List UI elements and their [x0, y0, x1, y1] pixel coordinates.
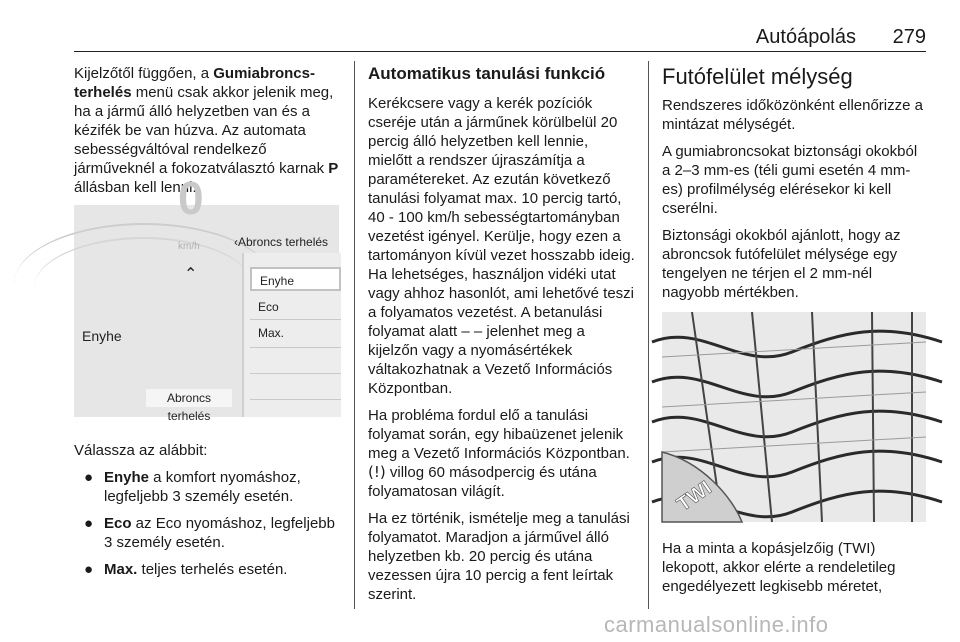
watermark: carmanualsonline.info: [604, 612, 829, 637]
list-item: ● Max. teljes terhelés esetén.: [84, 561, 288, 578]
paragraph: Ha a minta a kopásjelzőig (TWI) lekopott, akkor elérte a rendeletileg engedélyezett legkisebb méretet,: [662, 540, 896, 595]
display-footer: Abroncs terhelés: [146, 389, 232, 407]
choose-label: Válassza az alábbit:: [74, 442, 208, 459]
display-menu-item: Enyhe: [250, 267, 341, 291]
display-header: ‹Abroncs terhelés: [234, 235, 329, 249]
section-title: Autóápolás: [755, 26, 856, 48]
display-menu: [242, 253, 341, 417]
header-rule: [74, 51, 926, 52]
menu-name: Gumiabroncs-terhelés: [74, 65, 315, 101]
options-list: [74, 468, 339, 579]
display-selected-value: Enyhe: [82, 328, 122, 344]
bullet-icon: ●: [84, 469, 94, 486]
list-item: ● Enyhe a komfort nyomáshoz, legfeljebb 3 személy esetén.: [84, 469, 301, 505]
tyre-load-display-illustration: [74, 172, 339, 423]
paragraph: A gumiabroncsokat biztonsági okokból a 2–3 mm-es (téli gumi esetén 4 mm-es) profilmélység elérésekor ki kell cserélni.: [662, 143, 918, 217]
page-number: 279: [892, 26, 926, 48]
paragraph: Kerékcsere vagy a kerék pozíciók cseréje után a járműnek körülbelül 20 percig álló helyzetben kell lennie, mielőtt a rendszer újraszámítja a paramétereket. Az ezután következő tanulási folyamat max. 10 percig tartó, 40 - 100 km/h sebességtartományban vezetést igényel. Kerülje, hogy ezen a tartományon kívül vezet hosszabb ideig. Ha lehetséges, használjon vidéki utat vagy ahhoz hasonlót, ami lehetővé teszi a folyamatos vezetést. A betanulási folyamat alatt – – jelenhet meg a kijelzőn vagy a nyomásértékek váltakozhatnak a Vezető Információs Központban.: [368, 95, 635, 397]
paragraph: Rendszeres időközönként ellenőrizze a mintázat mélységét.: [662, 97, 923, 133]
tyre-tread-illustration: [662, 312, 926, 522]
tread-depth-heading: Futófelület mélység: [662, 64, 853, 89]
bullet-icon: ●: [84, 561, 94, 578]
paragraph: Ha ez történik, ismételje meg a tanulási folyamatot. Maradjon a járművel álló helyzetben kb. 20 percig és utána vezessen újra 10 percig a fent leírtak szerint.: [368, 510, 630, 603]
chevron-up-icon: ⌃: [184, 266, 198, 283]
column-divider-2: [648, 61, 649, 609]
gear-p: P: [328, 160, 339, 177]
paragraph: Ha probléma fordul elő a tanulási folyamat során, egy hibaüzenet jelenik meg a Vezető Információs Központban. (!) villog 60 másodpercig és utána folyamatosan világít.: [368, 407, 630, 500]
display-speed: 0: [178, 172, 204, 224]
twi-label: TWI: [673, 476, 716, 517]
display-menu-item: Max.: [258, 326, 285, 340]
auto-learn-heading: Automatikus tanulási funkció: [368, 64, 606, 83]
column-3: [662, 64, 928, 604]
page-header: [74, 24, 926, 50]
list-item: ● Eco az Eco nyomáshoz, legfeljebb 3 személy esetén.: [84, 515, 335, 551]
column-1: [74, 64, 339, 587]
column-divider-1: [354, 61, 355, 609]
display-speed-unit: km/h: [178, 241, 200, 252]
bullet-icon: ●: [84, 515, 94, 532]
intro-paragraph: Kijelzőtől függően, a Gumiabroncs-terhelés menü csak akkor jelenik meg, ha a jármű álló helyzetben van és a kézifék be van húzva. Az automata sebességváltóval rendelkező járműveknél a fokozatválasztó karnak P állásban kell lenni.: [74, 65, 339, 196]
column-2: [368, 64, 636, 612]
chevron-left-icon: ‹: [234, 235, 238, 249]
tyre-warning-icon: (!): [368, 463, 386, 481]
display-menu-item: Eco: [258, 300, 279, 314]
paragraph: Biztonsági okokból ajánlott, hogy az abroncsok futófelület mélysége egy tengelyen ne térjen el 2 mm-nél nagyobb mértékben.: [662, 227, 901, 301]
